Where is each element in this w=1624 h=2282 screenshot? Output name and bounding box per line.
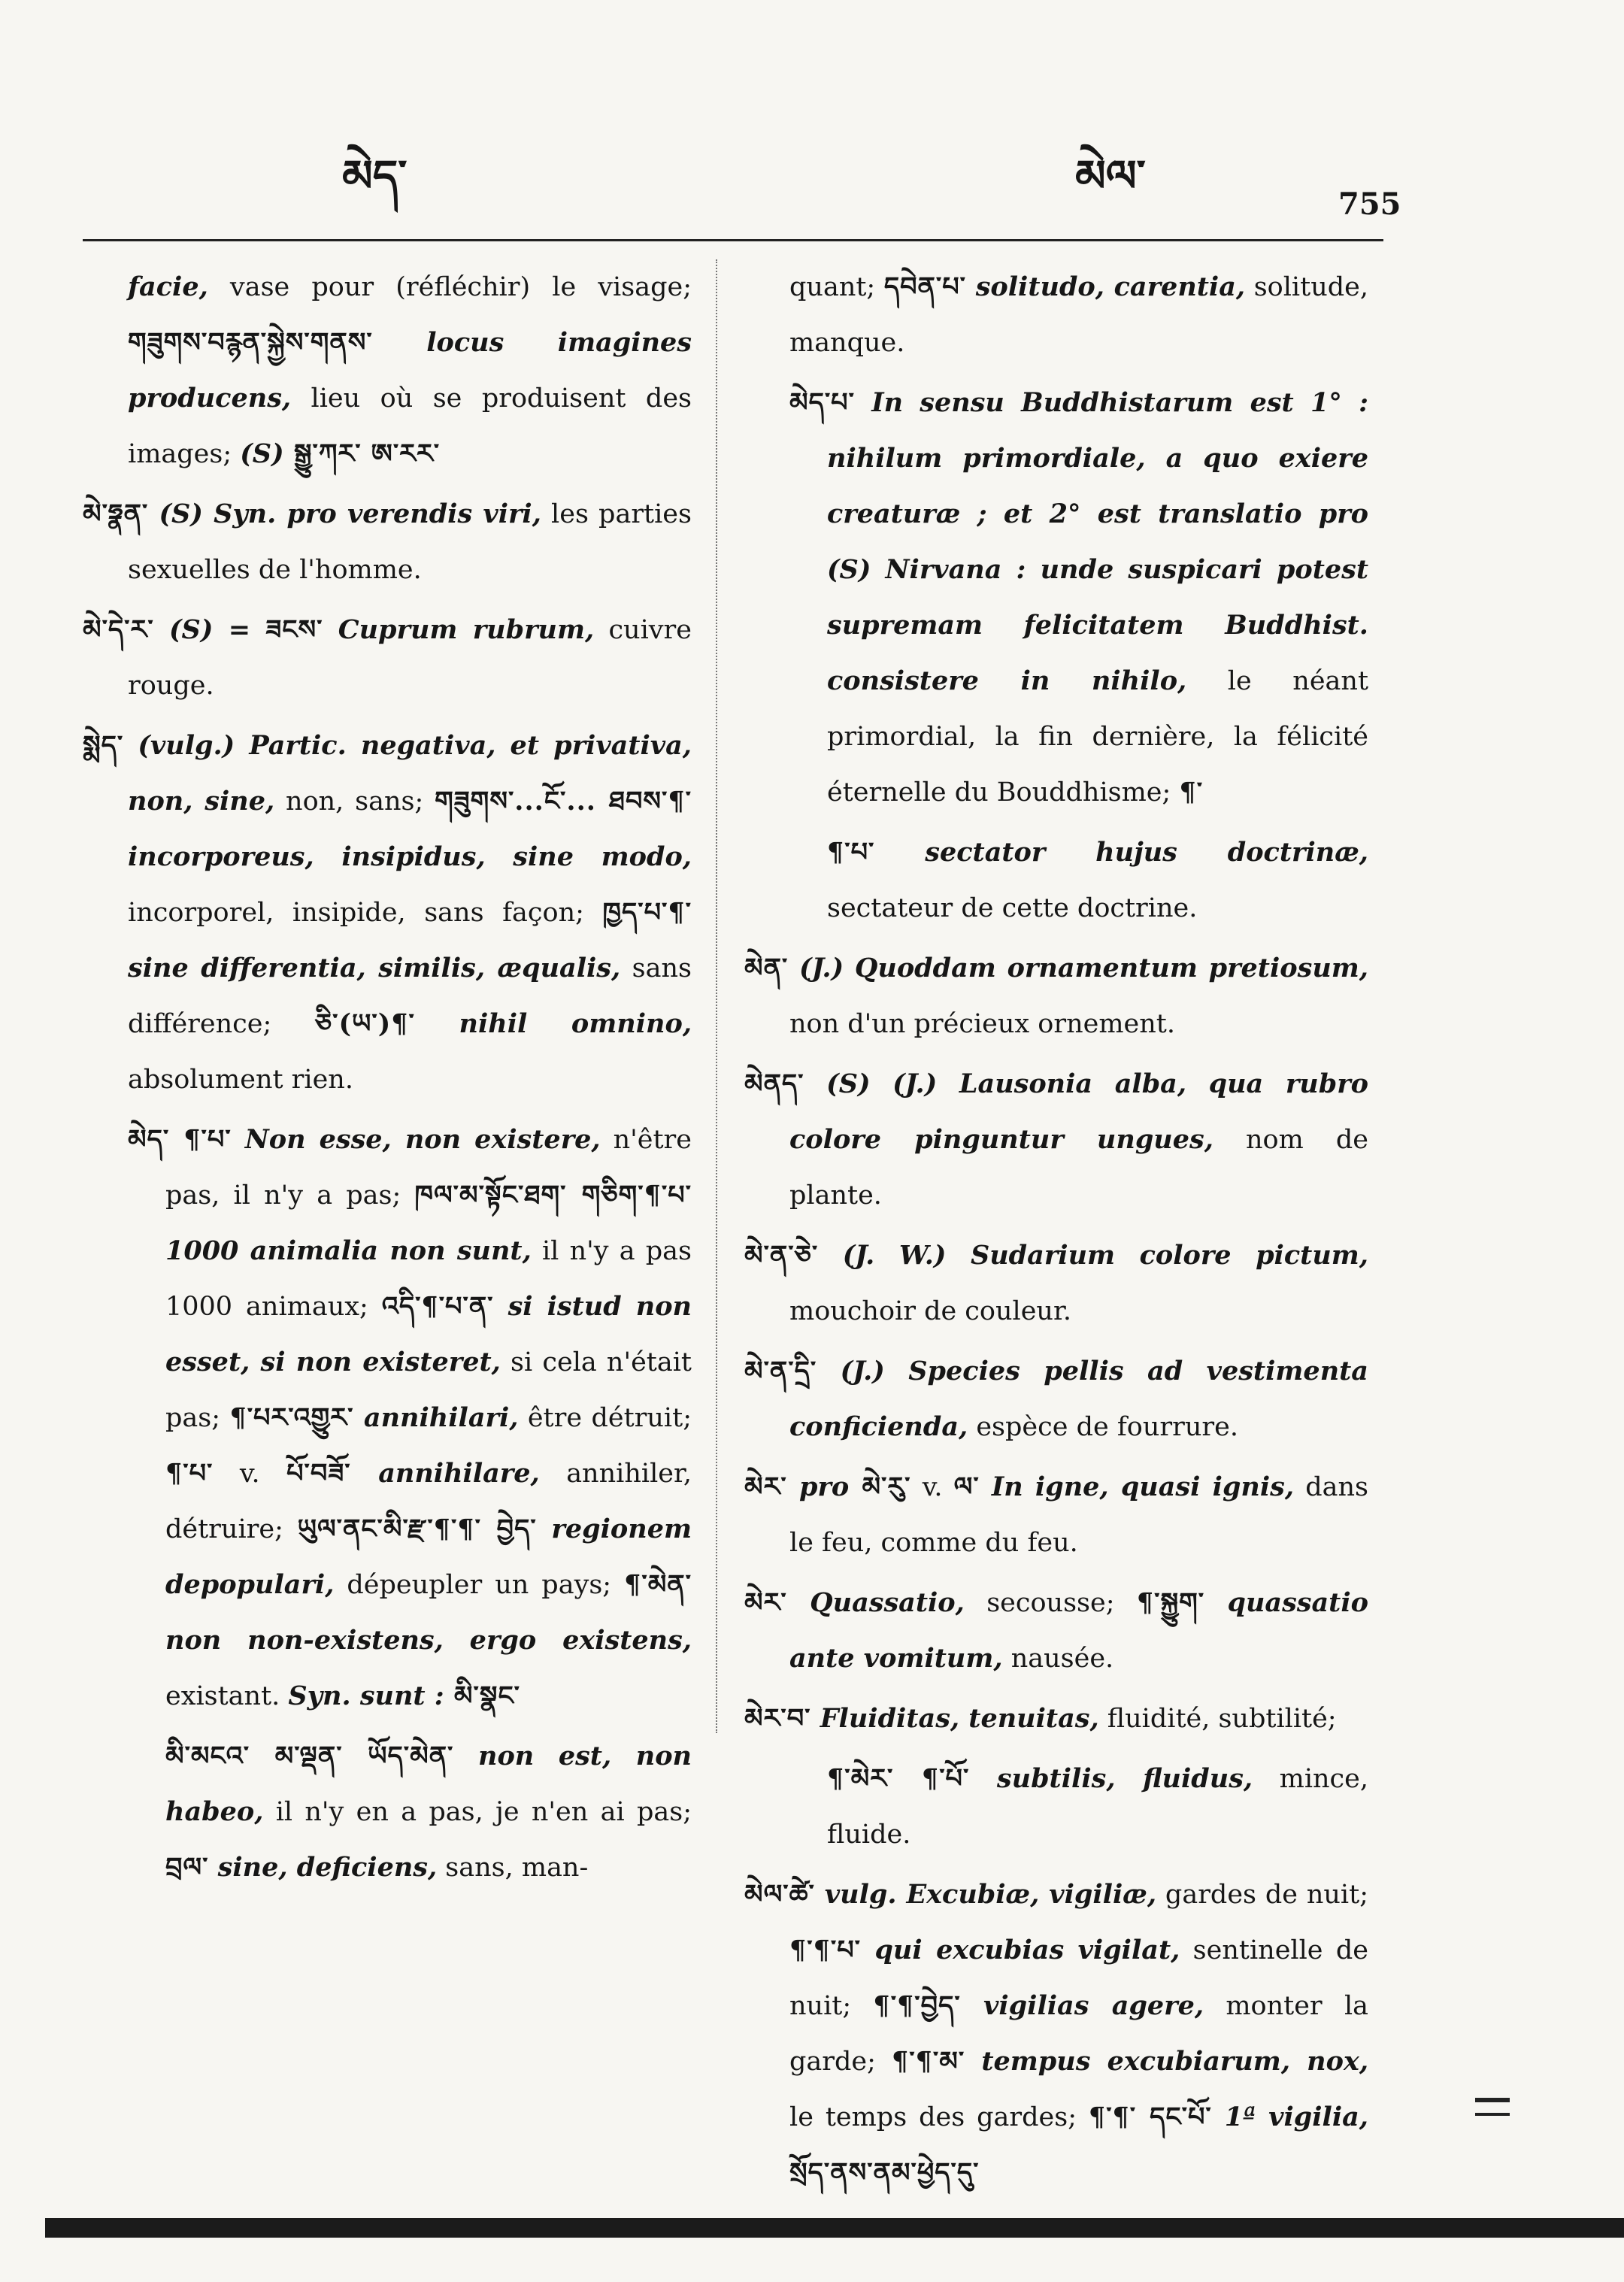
tibetan-term: མི་སྣང་ [444, 1680, 520, 1711]
french-gloss: n'être pas, il n'y a pas; [165, 1125, 692, 1211]
tibetan-term: ཅི་(ཡ་)¶་ [314, 1008, 415, 1039]
french-gloss: sans, man- [437, 1853, 589, 1883]
french-gloss: incorporel, insipide, sans façon; [128, 898, 603, 928]
french-gloss: mince, fluide. [827, 1764, 1368, 1850]
french-gloss: les parties sexuelles de l'homme. [128, 499, 692, 585]
french-gloss: dans le feu, comme du feu. [789, 1472, 1369, 1558]
left-column [83, 259, 692, 1900]
tibetan-term: ཡུལ་ནང་མི་རྫ་¶་¶་ བྱེད་ [297, 1514, 537, 1544]
latin-gloss: 1ª vigilia, [1211, 2102, 1368, 2132]
tibetan-term: ¶་¶་བྱེད་ [873, 1990, 961, 2021]
page-number: 755 [1338, 186, 1401, 222]
tibetan-term: གཟུགས་བརྙན་སྐྱེས་གནས་ [128, 327, 373, 358]
latin-gloss: (J. W.) Sudarium colore pictum, [818, 1240, 1368, 1271]
french-gloss: cuivre rouge. [128, 615, 692, 701]
latin-gloss: locus imagines producens, [128, 327, 692, 414]
tibetan-term: ¶་¶་མ་ [892, 2046, 965, 2077]
french-gloss: le temps des gardes; [789, 2102, 1089, 2132]
running-headword-right: མེལ་ [1075, 150, 1146, 202]
tibetan-term: སྒྱུ་ཀར་ ཨ་རར་ [283, 438, 441, 469]
french-gloss: absolument rien. [128, 1065, 353, 1095]
latin-gloss: incorporeus, insipidus, sine modo, [128, 841, 692, 872]
latin-gloss: In sensu Buddhistarum est 1° : nihilum primordiale, a quo exiere creaturæ ; et 2° est translatio pro (S) Nirvana : unde suspicari potest supremam felicitatem Buddhist. consistere in nihilo, [827, 387, 1368, 696]
tibetan-term: མེད་པ་ [789, 387, 855, 418]
tibetan-term: གཟུགས་...ངོ་... ཐབས་¶་ [435, 786, 692, 817]
french-gloss: existant. [165, 1681, 289, 1711]
tibetan-term: ¶་ [1179, 777, 1204, 808]
right-column [744, 259, 1368, 2205]
column-divider [716, 259, 717, 1733]
tibetan-term: མེ་ན་དྲི་ [744, 1356, 817, 1386]
tibetan-term: ¶་སྐྱུག་ [1136, 1587, 1205, 1618]
tibetan-term: ལ་ [953, 1471, 980, 1502]
tibetan-term: སྲོད་ནས་ནམ་ཕྱེད་དུ་ [789, 2157, 980, 2188]
dictionary-entry [744, 1751, 1368, 1862]
dictionary-entry [744, 1691, 1368, 1747]
latin-gloss: regionem depopulari, [165, 1514, 692, 1600]
dictionary-entry [744, 941, 1368, 1052]
running-headword-left: མེད་ [342, 150, 408, 202]
dictionary-entry [83, 1112, 692, 1724]
tibetan-term: མེ་དེ་ར་ [83, 614, 154, 645]
french-gloss: sentinelle de nuit; [789, 1935, 1368, 2021]
tibetan-term: མེར་ [744, 1587, 787, 1618]
tibetan-term: མེ་རུ་ [849, 1471, 911, 1502]
french-gloss: fluidité, subtilité; [1098, 1704, 1337, 1734]
french-gloss: solitude, manque. [789, 272, 1368, 358]
dictionary-entry [744, 1228, 1368, 1339]
latin-gloss: (J.) Quoddam ornamentum pretiosum, [788, 953, 1368, 983]
french-gloss: secousse; [964, 1588, 1137, 1618]
latin-gloss: sectator hujus doctrinæ, [874, 837, 1368, 868]
latin-gloss: Quassatio, [786, 1587, 965, 1618]
latin-gloss: nihil omnino, [414, 1008, 692, 1039]
tibetan-term: མེར་ [744, 1471, 787, 1502]
tibetan-term: མེ་ཧྣན་ [83, 499, 149, 529]
french-gloss: sectateur de cette doctrine. [827, 893, 1198, 923]
margin-mark [1475, 2098, 1510, 2116]
tibetan-term: མེན་ [744, 953, 789, 983]
tibetan-term: ཁལ་མ་སྟོང་ཐག་ གཅིག་¶་པ་ [414, 1180, 692, 1211]
latin-gloss: sine, deficiens, [208, 1852, 438, 1883]
latin-gloss: In igne, quasi ignis, [979, 1471, 1295, 1502]
french-gloss: dépeupler un pays; [334, 1570, 625, 1600]
french-gloss: lieu où se produisent des images; [128, 383, 692, 469]
latin-gloss: Fluiditas, tenuitas, [810, 1703, 1099, 1734]
latin-gloss: (S) (J.) Lausonia alba, qua rubro colore pinguntur ungues, [789, 1068, 1368, 1155]
french-gloss: être détruit; [518, 1403, 692, 1433]
tibetan-term: མེད་ ¶་པ་ [128, 1124, 232, 1155]
french-gloss: sans différence; [128, 953, 692, 1039]
tibetan-term: ཟངས་ [265, 614, 323, 645]
dictionary-entry [83, 602, 692, 714]
french-gloss: le néant primordial, la fin dernière, la félicité éternelle du Bouddhisme; [827, 666, 1369, 808]
latin-gloss: vigilias agere, [960, 1990, 1204, 2021]
tibetan-term: མེ་ན་ཅེ་ [744, 1240, 819, 1271]
dictionary-entry [744, 825, 1368, 936]
french-gloss: gardes de nuit; [1156, 1880, 1368, 1910]
french-gloss: espèce de fourrure. [968, 1412, 1238, 1442]
latin-gloss: facie, [128, 271, 208, 302]
dictionary-entry [83, 486, 692, 598]
tibetan-term: མེནད་ [744, 1068, 804, 1099]
dictionary-entry [744, 375, 1368, 820]
tibetan-term: ¶་པར་འགྱུར་ [229, 1402, 354, 1433]
latin-gloss: sine differentia, similis, æqualis, [128, 953, 621, 983]
french-gloss: il n'y en a pas, je n'en ai pas; [263, 1797, 692, 1827]
dictionary-entry [83, 259, 692, 482]
dictionary-entry [744, 259, 1368, 371]
tibetan-term: མེལ་ཚེ་ [744, 1879, 815, 1910]
latin-gloss: (S) [240, 438, 284, 469]
latin-gloss: Syn. sunt : [288, 1680, 444, 1711]
latin-gloss: quassatio ante vomitum, [789, 1587, 1368, 1674]
french-gloss: vase pour (réfléchir) le visage; [208, 272, 692, 302]
latin-gloss: vulg. Excubiæ, vigiliæ, [814, 1879, 1157, 1910]
latin-gloss: (S) = [153, 614, 266, 645]
latin-gloss: 1000 animalia non sunt, [165, 1235, 532, 1266]
tibetan-term: ¶་མེན་ [624, 1569, 692, 1600]
french-gloss: non, sans; [274, 786, 435, 817]
tibetan-term: ¶་པ་ [827, 837, 875, 868]
french-gloss: non d'un précieux ornement. [789, 1009, 1175, 1039]
latin-gloss: annihilari, [353, 1402, 519, 1433]
french-gloss: quant; [789, 272, 884, 302]
french-gloss: si cela n'était pas; [165, 1347, 692, 1433]
french-gloss: nom de plante. [789, 1125, 1368, 1211]
tibetan-term: ¶་¶་པ་ [789, 1935, 862, 1965]
tibetan-term: ¶་པ་ [165, 1458, 214, 1489]
latin-gloss: solitudo, carentia, [966, 271, 1246, 302]
latin-gloss: tempus excubiarum, nox, [965, 2046, 1369, 2077]
tibetan-term: བྲལ་ [165, 1852, 209, 1883]
latin-gloss: Non esse, non existere, [231, 1124, 601, 1155]
tibetan-term: འདི་¶་པ་ན་ [381, 1291, 494, 1322]
latin-gloss: (S) Syn. pro verendis viri, [148, 499, 541, 529]
header-rule [83, 239, 1383, 241]
french-gloss: v. [213, 1459, 287, 1489]
dictionary-entry [744, 1344, 1368, 1455]
latin-gloss: pro [786, 1471, 850, 1502]
latin-gloss: si istud non esset, si non existeret, [165, 1291, 692, 1377]
dictionary-entry [83, 1729, 692, 1896]
french-gloss: il n'y a pas 1000 animaux; [165, 1236, 692, 1322]
french-gloss: nausée. [1002, 1644, 1114, 1674]
latin-gloss: non non-existens, ergo existens, [165, 1625, 692, 1656]
latin-gloss: annihilare, [350, 1458, 540, 1489]
french-gloss: monter la garde; [789, 1991, 1369, 2077]
french-gloss: mouchoir de couleur. [789, 1296, 1071, 1326]
latin-gloss: Cuprum rubrum, [323, 614, 595, 645]
tibetan-term: ¶་མེར་ ¶་པོ་ [827, 1763, 970, 1794]
latin-gloss: non est, non habeo, [165, 1741, 692, 1827]
latin-gloss: qui excubias vigilat, [861, 1935, 1180, 1965]
french-gloss: annihiler, détruire; [165, 1459, 692, 1544]
french-gloss: v. [910, 1472, 954, 1502]
latin-gloss: subtilis, fluidus, [969, 1763, 1253, 1794]
dictionary-entry [744, 1575, 1368, 1686]
tibetan-term: སྨེད་ [83, 730, 124, 761]
dictionary-entry [83, 718, 692, 1108]
tibetan-term: པོ་བཟོ་ [286, 1458, 351, 1489]
tibetan-term: དབེན་པ་ [883, 271, 967, 302]
scan-edge-bar [45, 2218, 1624, 2238]
tibetan-term: མེར་བ་ [744, 1703, 811, 1734]
dictionary-entry [744, 1056, 1368, 1223]
tibetan-term: མི་མངའ་ མ་ལྡན་ ཡོད་མེན་ [165, 1741, 454, 1771]
tibetan-term: ¶་¶་ དང་པོ་ [1088, 2102, 1212, 2132]
latin-gloss: (vulg.) Partic. negativa, et privativa, non, sine, [123, 730, 692, 817]
dictionary-entry [744, 1867, 1368, 2201]
dictionary-entry [744, 1459, 1368, 1571]
latin-gloss: (J.) Species pellis ad vestimenta conficienda, [789, 1356, 1368, 1442]
tibetan-term: ཁྱད་པ་¶་ [602, 897, 692, 928]
